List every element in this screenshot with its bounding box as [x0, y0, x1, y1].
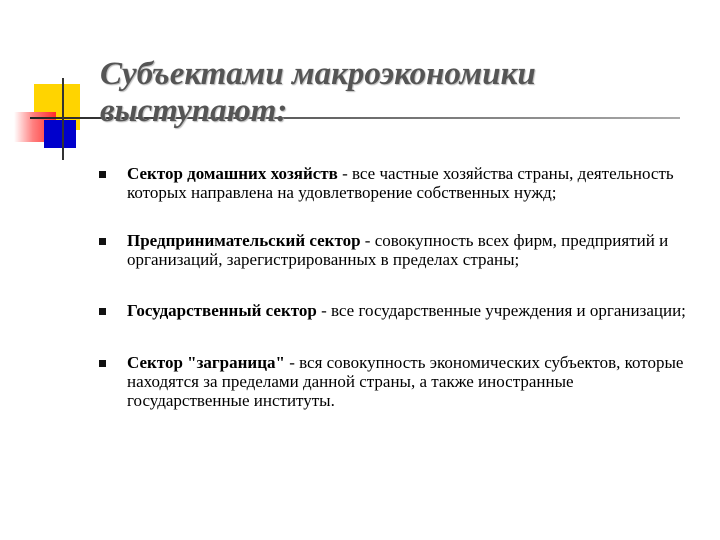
- square-bullet-icon: [99, 171, 106, 178]
- item-term: Сектор домашних хозяйств: [127, 164, 338, 183]
- item-text: - все государственные учреждения и организации;: [316, 301, 686, 320]
- decoration-vertical-line: [62, 78, 64, 160]
- item-term: Сектор "заграница": [127, 353, 285, 372]
- list-item: [95, 164, 700, 202]
- square-bullet-icon: [99, 238, 106, 245]
- square-bullet-icon: [99, 308, 106, 315]
- list-item: [95, 231, 700, 269]
- decoration-blue-square: [44, 120, 76, 148]
- item-term: Государственный сектор: [127, 301, 317, 320]
- item-text: - вся совокупность экономических субъектов, которые находятся за пределами данной страны, а также иностранные государственные институты.: [127, 353, 684, 410]
- list-item: [95, 353, 700, 410]
- slide-title: [100, 56, 660, 130]
- item-term: Предпринимательский сектор: [127, 231, 361, 250]
- slide-title-line-1: Субъектами макроэкономики: [100, 56, 536, 92]
- item-text: - совокупность всех фирм, предприятий и организаций, зарегистрированных в пределах страны;: [127, 231, 669, 269]
- slide-title-line-2: выступают:: [100, 93, 288, 129]
- bullet-list: [95, 164, 700, 410]
- item-text: - все частные хозяйства страны, деятельность которых направлена на удовлетворение собственных нужд;: [127, 164, 674, 202]
- list-item: [95, 301, 700, 320]
- square-bullet-icon: [99, 360, 106, 367]
